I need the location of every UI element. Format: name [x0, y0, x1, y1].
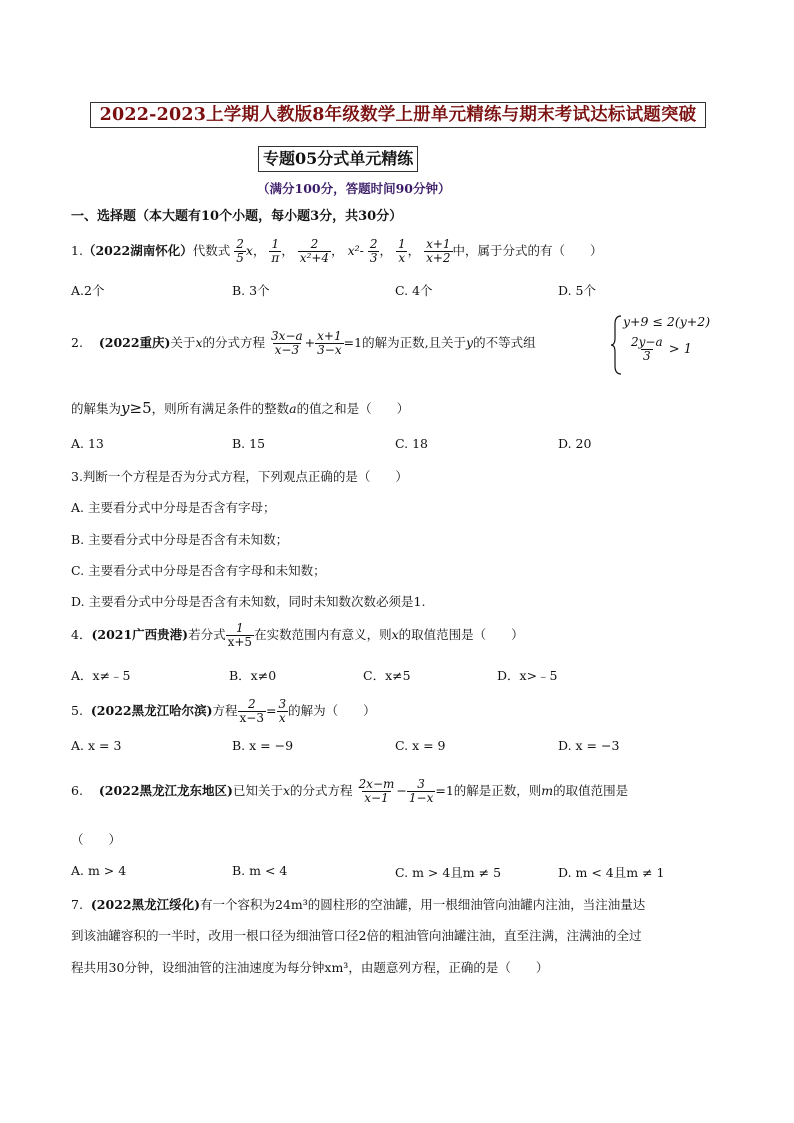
- document-banner: 2022-2023上学期人教版8年级数学上册单元精练与期末考试达标试题突破: [90, 102, 706, 128]
- q2-source: (2022重庆): [98, 335, 171, 350]
- question-4: 4．(2021广西贵港)若分式 $\frac{1}{x+5}$ 在实数范围内有意义，则x的取值范围是（ ）: [71, 621, 524, 649]
- q2-line2a: 的解集为: [71, 401, 122, 416]
- q1-option-b: B. 3个: [232, 283, 270, 298]
- q7-line1: 有一个容积为24m³的圆柱形的空油罐，用一根细油管向油罐内注油，当注油量达: [200, 897, 646, 912]
- q1-expr-4: x²: [347, 243, 360, 258]
- q2-inequality-system: y+9 ≤ 2(y+2) $\frac{2y-a}{3}$ > 1: [611, 314, 731, 376]
- q7-line-2: 到该油罐容积的一半时，改用一根口径为细油管口径2倍的粗油管向油罐注油，直至注满，注满油的全过: [71, 928, 642, 943]
- q2-mid2: 的解为正数,且关于: [362, 335, 467, 350]
- q4-option-a: A．x≠﹣5: [71, 668, 131, 683]
- q6-frac-1: $\frac{2x-m}{x-1}$: [358, 777, 395, 805]
- q6-option-c: C. m > 4且m ≠ 5: [395, 865, 502, 880]
- q6-tail: 的解是正数，则: [453, 783, 542, 798]
- q4-tail2: 的取值范围是（ ）: [398, 627, 524, 642]
- q6-tail2: 的取值范围是: [553, 783, 629, 798]
- q5-option-c: C. x = 9: [395, 738, 446, 753]
- q1-tail: 中，属于分式的有（ ）: [452, 243, 603, 258]
- q2-line-2: 的解集为y≥5，则所有满足条件的整数a的值之和是（ ）: [71, 399, 410, 417]
- q2-line2b: ，则所有满足条件的整数: [151, 401, 290, 416]
- q6-option-d: D. m < 4且m ≠ 1: [558, 865, 665, 880]
- q2-line2c: 的值之和是（ ）: [296, 401, 410, 416]
- q1-option-d: D. 5个: [558, 283, 596, 298]
- q1-number: 1.: [71, 243, 83, 258]
- q6-option-b: B. m < 4: [232, 863, 288, 878]
- q1-expr-3: $\frac{2}{\text{x²+4}}$: [299, 237, 330, 265]
- question-6: 6. (2022黑龙江龙东地区)已知关于x的分式方程 $\frac{2x-m}{x-1}$ − $\frac{3}{1-x}$ =1的解是正数，则m的取值范围是: [71, 777, 629, 805]
- q7-number: 7.: [71, 897, 83, 912]
- section-title: 一、选择题（本大题有10个小题，每小题3分，共30分）: [71, 209, 403, 224]
- q3-option-b: B. 主要看分式中分母是否含有未知数；: [71, 532, 289, 547]
- q1-source: （2022湖南怀化）: [82, 243, 193, 258]
- q5-frac-right: $\frac{3}{x}$: [278, 697, 287, 725]
- q6-mid: 的分式方程: [290, 783, 353, 798]
- q4-number: 4．: [71, 627, 92, 642]
- question-7: [71, 895, 645, 913]
- q4-frac: $\frac{1}{x+5}$: [227, 621, 253, 649]
- q5-lead: 方程: [212, 703, 238, 718]
- q5-source: (2022黑龙江哈尔滨): [90, 703, 213, 718]
- q3-option-a: A. 主要看分式中分母是否含有字母；: [71, 500, 276, 515]
- topic-title: 专题05分式单元精练: [258, 146, 418, 172]
- q6-frac-2: $\frac{3}{1-x}$: [408, 777, 434, 805]
- question-5: 5. (2022黑龙江哈尔滨)方程 $\frac{2}{x-3}$ = $\frac{3}{x}$ 的解为（ ）: [71, 697, 376, 725]
- question-3: 3.判断一个方程是否为分式方程，下列观点正确的是（ ）: [71, 469, 408, 484]
- q2-eq-frac-1: $\frac{3x-a}{x-3}$: [271, 329, 303, 357]
- q1-lead: 代数式: [192, 243, 231, 258]
- q6-source: (2022黑龙江龙东地区): [98, 783, 233, 798]
- brace-icon: [611, 314, 623, 376]
- q5-option-d: D. x = −3: [558, 738, 620, 753]
- q2-mid3: 的不等式组: [473, 335, 536, 350]
- q7-line-3: 程共用30分钟，设细油管的注油速度为每分钟xm³，由题意列方程，正确的是（ ）: [71, 960, 549, 975]
- q1-expr-2: $\frac{1}{\pi}$: [271, 237, 280, 265]
- q3-option-c: C. 主要看分式中分母是否含有字母和未知数；: [71, 563, 326, 578]
- q1-option-c: C. 4个: [395, 283, 433, 298]
- q2-option-d: D. 20: [558, 436, 592, 451]
- q4-option-b: B．x≠0: [229, 668, 277, 683]
- q1-expr-1: $\frac{2}{5}$: [236, 237, 244, 265]
- q5-frac-left: $\frac{2}{x-3}$: [239, 697, 264, 725]
- q2-eq-frac-2: $\frac{x+1}{3-x}$: [317, 329, 342, 357]
- q1-expr-6: $\frac{1}{x}$: [397, 237, 406, 265]
- q2-mid1: 的分式方程: [202, 335, 266, 350]
- q4-lead: 若分式: [188, 627, 226, 642]
- q3-option-d: D. 主要看分式中分母是否含有未知数，同时未知数次数必须是1.: [71, 594, 426, 609]
- q2-option-b: B. 15: [232, 436, 266, 451]
- q5-number: 5.: [71, 703, 83, 718]
- q6-option-a: A. m > 4: [71, 863, 127, 878]
- q4-tail: 在实数范围内有意义，则: [254, 627, 392, 642]
- q6-number: 6.: [71, 783, 83, 798]
- q5-tail: 的解为（ ）: [288, 703, 376, 718]
- q1-option-a: A.2个: [71, 283, 105, 298]
- q6-lead: 已知关于: [232, 783, 283, 798]
- score-note: （满分100分，答题时间90分钟）: [257, 181, 451, 196]
- q6-line-2: （ ）: [71, 832, 122, 847]
- q1-expr-7: $\frac{x+1}{x+2}$: [426, 237, 451, 265]
- q1-expr-5: $\frac{2}{3}$: [369, 237, 378, 265]
- question-1: 1.（2022湖南怀化）代数式 $\frac{2}{5}$ x， $\frac{1}{\pi}$ ， $\frac{2}{\text{x²+4}}$ ， x²- $\frac{2}{3}$ ， $\frac{1}{x}$ ， $\frac{x+1}{x+2}$ 中，属于分式的有（ ）: [71, 237, 603, 265]
- q5-option-a: A. x = 3: [71, 738, 122, 753]
- q2-option-c: C. 18: [395, 436, 428, 451]
- q5-option-b: B. x = −9: [232, 738, 294, 753]
- q4-option-c: C．x≠5: [363, 668, 411, 683]
- q4-option-d: D．x>﹣5: [497, 668, 558, 683]
- q2-number: 2.: [71, 335, 83, 350]
- q2-lead: 关于: [170, 335, 196, 350]
- question-2: 2. (2022重庆)关于x的分式方程 $\frac{3x-a}{x-3}$ + $\frac{x+1}{3-x}$ =1的解为正数,且关于y的不等式组: [71, 329, 536, 357]
- q2-option-a: A. 13: [71, 436, 104, 451]
- q7-source: (2022黑龙江绥化): [90, 897, 201, 912]
- q4-source: (2021广西贵港): [91, 627, 189, 642]
